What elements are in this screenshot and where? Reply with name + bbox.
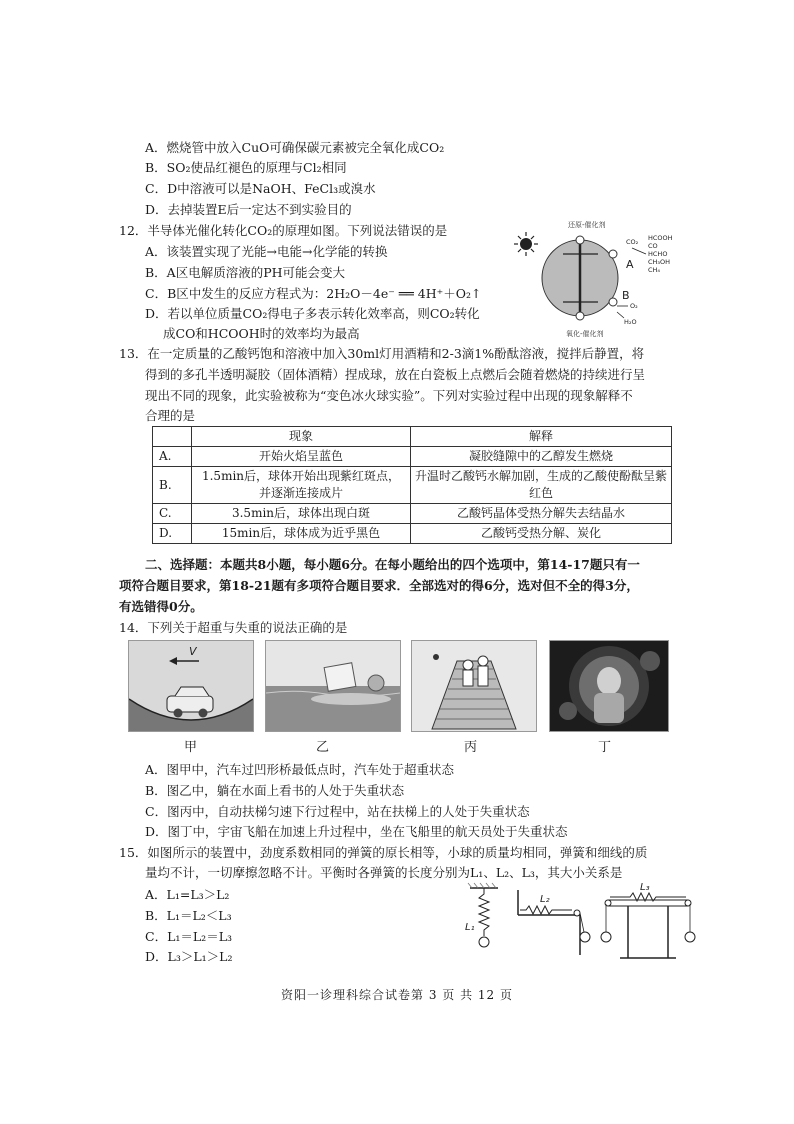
table-row — [153, 447, 672, 467]
q13-stem-line-2: 得到的多孔半透明凝胶（固体酒精）捏成球，放在白瓷板上点燃后会随着燃烧的持续进行呈 — [145, 367, 646, 382]
q13-table — [152, 426, 672, 544]
q14-option-b: B．图乙中，躺在水面上看书的人处于失重状态 — [145, 783, 405, 798]
sun-icon — [514, 232, 538, 256]
table-header-cell — [153, 427, 192, 447]
spring-label-l1: L₁ — [465, 922, 475, 933]
q15-option-c: C．L₁＝L₂＝L₃ — [145, 929, 232, 944]
table-cell: 升温时乙酸钙水解加剧，生成的乙酸使酚酞呈紫红色 — [411, 467, 672, 504]
table-cell: D. — [153, 524, 192, 544]
q12-option-d: D．若以单位质量CO₂得电子多表示转化效率高，则CO₂转化 — [145, 306, 480, 321]
figure-bing-escalator — [411, 640, 537, 732]
caption-bing: 丙 — [464, 740, 478, 755]
q11-option-b: B．SO₂使品红褪色的原理与Cl₂相同 — [145, 160, 347, 175]
caption-ding: 丁 — [598, 740, 612, 755]
table-cell: B. — [153, 467, 192, 504]
velocity-label: V — [189, 645, 197, 658]
q12-stem: 12．半导体光催化转化CO₂的原理如图。下列说法错误的是 — [119, 223, 448, 238]
spring-setup-2 — [518, 890, 590, 955]
q15-option-a: A．L₁=L₃＞L₂ — [145, 887, 230, 902]
q12-option-c: C．B区中发生的反应方程式为：2H₂O－4e⁻ ══ 4H⁺＋O₂↑ — [145, 286, 482, 301]
product-ch3oh: CH₃OH — [648, 258, 671, 266]
table-row — [153, 524, 672, 544]
table-cell: 乙酸钙晶体受热分解失去结晶水 — [411, 504, 672, 524]
table-row — [153, 467, 672, 504]
q15-option-b: B．L₁＝L₂＜L₃ — [145, 908, 232, 923]
section2-line-2: 项符合题目要求，第18-21题有多项符合题目要求．全部选对的得6分，选对但不全的得3分， — [119, 578, 639, 593]
table-cell: 3.5min后，球体出现白斑 — [192, 504, 411, 524]
co2-label: CO₂ — [626, 238, 639, 246]
table-cell: 1.5min后，球体开始出现紫红斑点，并逐渐连接成片 — [192, 467, 411, 504]
region-a-label: A — [626, 258, 634, 271]
figure-jia-car-on-concave-bridge — [128, 640, 254, 732]
table-header-cell: 解释 — [411, 427, 672, 447]
figure-ding-astronaut — [549, 640, 669, 732]
q12-option-d-cont: 成CO和HCOOH时的效率均为最高 — [163, 326, 360, 341]
table-header-row — [153, 427, 672, 447]
o2-label: O₂ — [630, 302, 638, 310]
table-cell: C. — [153, 504, 192, 524]
q14-option-d: D．图丁中，宇宙飞船在加速上升过程中，坐在飞船里的航天员处于失重状态 — [145, 824, 568, 839]
spring-label-l3: L₃ — [640, 882, 650, 893]
photocatalysis-diagram — [508, 214, 698, 342]
product-hcho: HCHO — [648, 250, 668, 258]
q13-stem-line-4: 合理的是 — [145, 408, 196, 423]
table-cell: 凝胶缝隙中的乙醇发生燃烧 — [411, 447, 672, 467]
oxidation-catalyst-label: 氧化-催化剂 — [566, 330, 604, 338]
q11-option-d: D．去掉装置E后一定达不到实验目的 — [145, 202, 352, 217]
product-co: CO — [648, 242, 658, 250]
q14-option-c: C．图丙中，自动扶梯匀速下行过程中，站在扶梯上的人处于失重状态 — [145, 804, 530, 819]
table-cell: 15min后，球体成为近乎黑色 — [192, 524, 411, 544]
q12-option-b: B．A区电解质溶液的PH可能会变大 — [145, 265, 346, 280]
figure-yi-person-floating-reading — [265, 640, 401, 732]
q11-option-c: C．D中溶液可以是NaOH、FeCl₃或溴水 — [145, 181, 376, 196]
q15-stem-line-1: 15．如图所示的装置中，劲度系数相同的弹簧的原长相等，小球的质量均相同，弹簧和细线的质 — [119, 845, 648, 860]
q15-option-d: D．L₃＞L₁＞L₂ — [145, 949, 233, 964]
q15-stem-line-2: 量均不计，一切摩擦忽略不计。平衡时各弹簧的长度分别为L₁、L₂、L₃，其大小关系是 — [145, 865, 623, 880]
q12-option-a: A．该装置实现了光能→电能→化学能的转换 — [145, 244, 388, 259]
q13-stem-line-3: 现出不同的现象，此实验被称为“变色冰火球实验”。下列对实验过程中出现的现象解释不 — [145, 388, 633, 403]
page-footer: 资阳一诊理科综合试卷第 3 页 共 12 页 — [281, 988, 513, 1002]
spring-setup-3 — [601, 882, 695, 958]
section2-line-3: 有选错得0分。 — [119, 599, 203, 614]
h2o-label: H₂O — [624, 318, 637, 326]
table-cell: A. — [153, 447, 192, 467]
q14-stem: 14．下列关于超重与失重的说法正确的是 — [119, 620, 348, 635]
spring-setups-diagram — [460, 880, 700, 970]
q14-option-a: A．图甲中，汽车过凹形桥最低点时，汽车处于超重状态 — [145, 762, 455, 777]
product-hcooh: HCOOH — [648, 234, 673, 242]
table-cell: 开始火焰呈蓝色 — [192, 447, 411, 467]
caption-jia: 甲 — [184, 740, 198, 755]
q11-option-a: A．燃烧管中放入CuO可确保碳元素被完全氧化成CO₂ — [145, 140, 445, 155]
product-ch4: CH₄ — [648, 266, 661, 274]
table-row — [153, 504, 672, 524]
region-b-label: B — [622, 289, 630, 302]
spring-label-l2: L₂ — [540, 894, 550, 905]
section2-line-1: 二、选择题：本题共8小题，每小题6分。在每小题给出的四个选项中，第14-17题只有一 — [145, 557, 640, 572]
table-header-cell: 现象 — [192, 427, 411, 447]
spring-setup-1 — [465, 883, 498, 947]
table-cell: 乙酸钙受热分解、炭化 — [411, 524, 672, 544]
q13-stem-line-1: 13．在一定质量的乙酸钙饱和溶液中加入30ml灯用酒精和2-3滴1%酚酞溶液，搅拌后静置，将 — [119, 346, 645, 361]
caption-yi: 乙 — [316, 740, 330, 755]
reduction-catalyst-label: 还原-催化剂 — [568, 221, 606, 229]
